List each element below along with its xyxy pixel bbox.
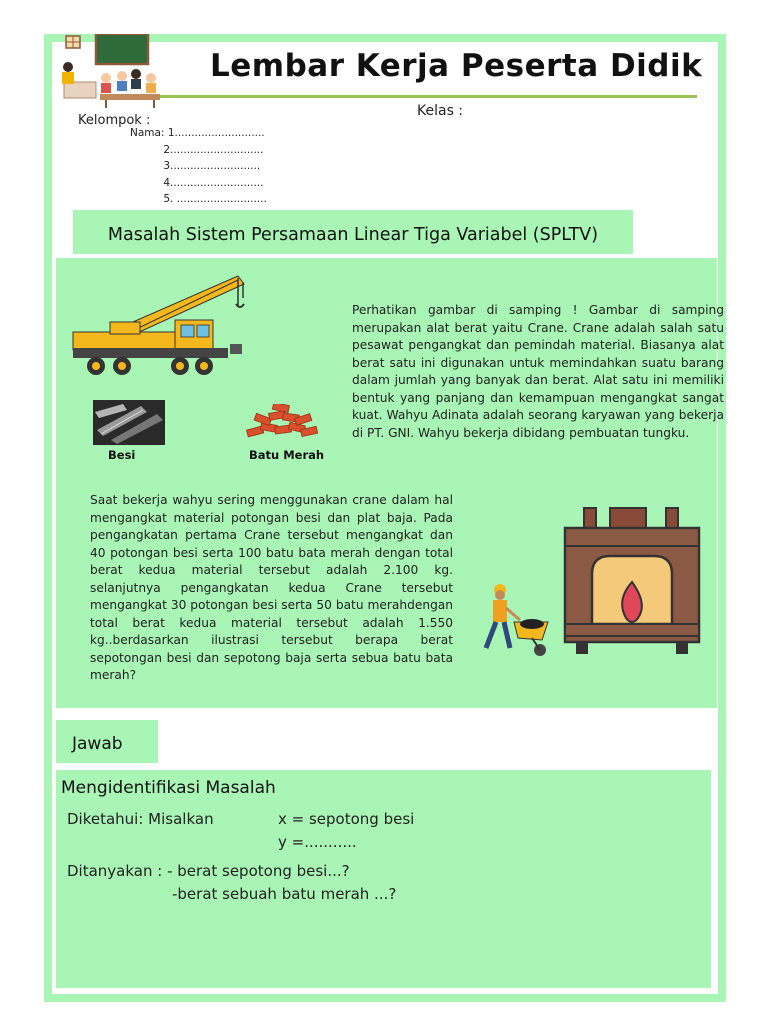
caption-besi: Besi [108, 448, 136, 462]
title-underline [160, 95, 697, 98]
ditanyakan-line-1: Ditanyakan : - berat sepotong besi...? [67, 862, 350, 880]
kelompok-label: Kelompok : [78, 113, 151, 128]
x-definition: x = sepotong besi [278, 810, 415, 828]
classroom-illustration [56, 34, 164, 110]
intro-paragraph: Perhatikan gambar di samping ! Gambar di samping merupakan alat berat yaitu Crane. Crane adalah salah satu pesawat pengangkat dan pemindah material. Biasanya alat berat satu ini digunakan untuk memindahkan suatu barang dalam jumlah yang banyak dan berat. Alat satu ini memiliki bentuk yang panjang dan kemampuan mengangkat sangat kuat. Wahyu Adinata adalah seorang karyawan yang bekerja di PT. GNI. Wahyu bekerja dibidang pembuatan tungku. [352, 303, 724, 440]
iron-bars-image [93, 400, 165, 445]
page-title: Lembar Kerja Peserta Didik [210, 48, 703, 84]
diketahui-label: Diketahui: Misalkan [67, 810, 214, 828]
crane-icon [70, 270, 250, 382]
section-title-identify: Mengidentifikasi Masalah [61, 778, 276, 798]
ditanyakan-line-2: -berat sebuah batu merah ...? [172, 885, 397, 903]
y-definition: y =........... [278, 833, 357, 851]
nama-lines: Nama: 1........................... 2............................ 3........................... 4............................ 5. ........................... [130, 127, 267, 205]
section-banner [73, 210, 633, 254]
furnace-icon [562, 506, 702, 656]
bricks-image [243, 404, 323, 440]
jawab-box [56, 720, 158, 763]
jawab-label: Jawab [72, 734, 123, 754]
kelas-label: Kelas : [417, 103, 464, 119]
worker-wheelbarrow-icon [476, 580, 552, 660]
caption-batu-merah: Batu Merah [249, 448, 325, 462]
story-paragraph: Saat bekerja wahyu sering menggunakan crane dalam hal mengangkat material potongan besi dan plat baja. Pada pengangkatan pertama Crane tersebut mengangkat dan 40 potongan besi serta 100 batu bata merah dengan total berat kedua material tersebut adalah 2.100 kg. selanjutnya pengangkatan kedua Crane tersebut mengangkat 30 potongan besi serta 50 batu merahdengan total berat kedua material tersebut adalah 1.550 kg..berdasarkan ilustrasi tersebut berapa berat sepotongan besi dan sepotong baja serta sebua batu bata merah? [90, 493, 453, 682]
banner-title: Masalah Sistem Persamaan Linear Tiga Variabel (SPLTV) [107, 225, 599, 245]
